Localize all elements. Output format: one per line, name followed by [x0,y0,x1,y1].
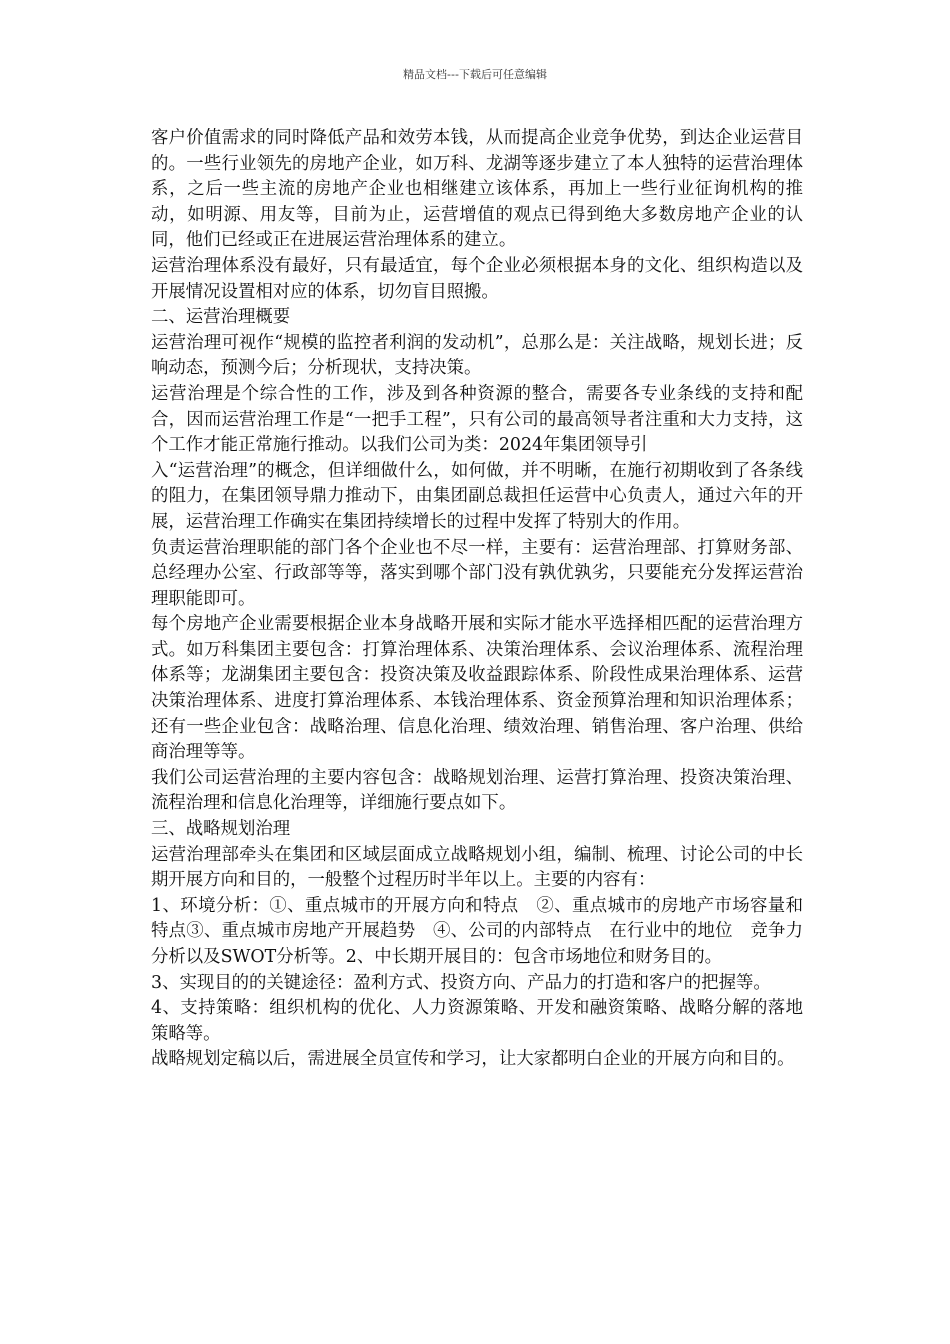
paragraph: 我们公司运营治理的主要内容包含：战略规划治理、运营打算治理、投资决策治理、流程治理和信息化治理等，详细施行要点如下。 [151,767,803,814]
paragraph: 客户价值需求的同时降低产品和效劳本钱，从而提高企业竞争优势，到达企业运营目的。一些行业领先的房地产企业，如万科、龙湖等逐步建立了本人独特的运营治理体系，之后一些主流的房地产企业也相继建立该体系，再加上一些行业征询机构的推动，如明源、用友等，目前为止，运营增值的观点已得到绝大多数房地产企业的认同，他们已经或正在进展运营治理体系的建立。 [151,128,803,251]
page-header: 精品文档---下载后可任意编辑 [403,68,547,81]
document-body [151,126,803,1073]
paragraph: 运营治理体系没有最好，只有最适宜，每个企业必须根据本身的文化、组织构造以及开展情况设置相对应的体系，切勿盲目照搬。 [151,255,803,302]
paragraph: 运营治理部牵头在集团和区域层面成立战略规划小组，编制、梳理、讨论公司的中长期开展方向和目的，一般整个过程历时半年以上。主要的内容有： [151,844,803,891]
paragraph: 战略规划定稿以后，需进展全员宣传和学习，让大家都明白企业的开展方向和目的。 [151,1049,795,1070]
paragraph: 负责运营治理职能的部门各个企业也不尽一样，主要有：运营治理部、打算财务部、总经理办公室、行政部等等，落实到哪个部门没有孰优孰劣，只要能充分发挥运营治理职能即可。 [151,537,803,609]
paragraph: 入“运营治理”的概念，但详细做什么，如何做，并不明晰，在施行初期收到了各条线的阻力，在集团领导鼎力推动下，由集团副总裁担任运营中心负责人，通过六年的开展，运营治理工作确实在集团持续增长的过程中发挥了特别大的作用。 [151,460,803,532]
paragraph: 运营治理是个综合性的工作，涉及到各种资源的整合，需要各专业条线的支持和配合，因而运营治理工作是“一把手工程”，只有公司的最高领导者注重和大力支持，这个工作才能正常施行推动。以我们公司为类：2024年集团领导引 [151,383,803,456]
paragraph: 4、支持策略：组织机构的优化、人力资源策略、开发和融资策略、战略分解的落地策略等。 [151,998,803,1044]
paragraph: 1、环境分析：①、重点城市的开展方向和特点 ②、重点城市的房地产市场容量和特点③、重点城市房地产开展趋势 ④、公司的内部特点 在行业中的地位 竞争力分析以及SWOT分析等。2、中长期开展目的：包含市场地位和财务目的。 [151,895,803,967]
paragraph: 运营治理可视作“规模的监控者利润的发动机”，总那么是：关注战略，规划长进；反响动态，预测今后；分析现状，支持决策。 [151,332,803,379]
section-heading: 三、战略规划治理 [151,819,291,840]
paragraph: 3、实现目的的关键途径：盈利方式、投资方向、产品力的打造和客户的把握等。 [151,972,771,993]
section-heading: 二、运营治理概要 [151,307,291,328]
paragraph: 每个房地产企业需要根据企业本身战略开展和实际才能水平选择相匹配的运营治理方式。如万科集团主要包含：打算治理体系、决策治理体系、会议治理体系、流程治理体系等；龙湖集团主要包含：投资决策及收益跟踪体系、阶段性成果治理体系、运营决策治理体系、进度打算治理体系、本钱治理体系、资金预算治理和知识治理体系；还有一些企业包含：战略治理、信息化治理、绩效治理、销售治理、客户治理、供给商治理等等。 [151,614,803,763]
